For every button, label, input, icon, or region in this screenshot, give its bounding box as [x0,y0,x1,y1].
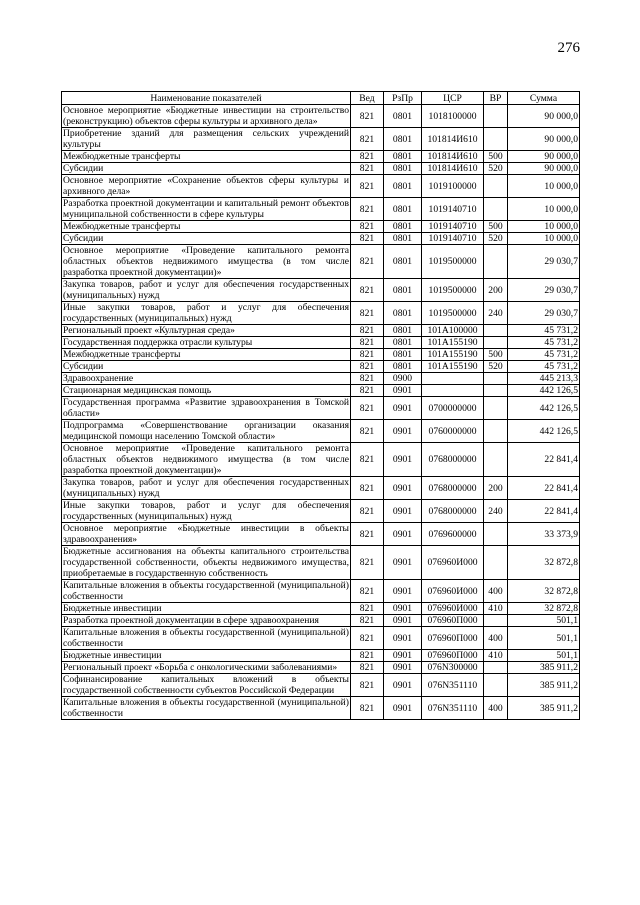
cell-csr [422,373,484,385]
cell-ved: 821 [351,697,384,720]
cell-csr: 076N351110 [422,697,484,720]
table-row [62,662,580,674]
cell-csr: 0768000000 [422,477,484,500]
cell-ved: 821 [351,151,384,163]
cell-vr: 520 [484,361,508,373]
cell-sum: 10 000,0 [508,198,580,221]
cell-rzpr: 0901 [384,603,422,615]
cell-rzpr: 0901 [384,385,422,397]
cell-vr [484,523,508,546]
cell-rzpr: 0901 [384,697,422,720]
cell-sum: 442 126,5 [508,397,580,420]
cell-vr [484,662,508,674]
table-row [62,580,580,603]
cell-sum: 33 373,9 [508,523,580,546]
cell-name: Закупка товаров, работ и услуг для обеспечения государственных (муниципальных) нужд [63,279,349,301]
cell-rzpr: 0901 [384,443,422,477]
table-row [62,151,580,163]
table-body [62,105,580,720]
cell-csr: 0769600000 [422,523,484,546]
cell-csr: 076N300000 [422,662,484,674]
cell-sum: 22 841,4 [508,500,580,523]
cell-vr: 520 [484,163,508,175]
cell-rzpr: 0801 [384,337,422,349]
cell-name: Региональный проект «Борьба с онкологическими заболеваниями» [62,662,351,674]
cell-rzpr: 0801 [384,128,422,151]
cell-csr: 076N351110 [422,674,484,697]
cell-vr [484,546,508,580]
cell-vr: 520 [484,233,508,245]
cell-ved: 821 [351,337,384,349]
cell-ved: 821 [351,325,384,337]
header-ved: Вед [351,92,384,105]
cell-ved: 821 [351,477,384,500]
cell-csr: 101814И610 [422,163,484,175]
cell-name: Бюджетные ассигнования на объекты капитального строительства государственной собственности, объекты недвижимого имущества, приобретаемые в государственную собственность [63,546,349,579]
cell-name: Софинансирование капитальных вложений в объекты государственной собственности субъектов Российской Федерации [63,674,349,696]
cell-csr: 1018100000 [422,105,484,128]
header-name: Наименование показателей [62,92,351,105]
cell-sum: 90 000,0 [508,128,580,151]
cell-name: Разработка проектной документации в сфере здравоохранения [62,615,351,627]
cell-csr: 101814И610 [422,128,484,151]
table-header-row [62,92,580,105]
table-row [62,546,580,580]
cell-vr [484,337,508,349]
cell-csr: 101A100000 [422,325,484,337]
table-row [62,385,580,397]
cell-ved: 821 [351,523,384,546]
cell-sum: 501,1 [508,627,580,650]
cell-rzpr: 0901 [384,580,422,603]
cell-ved: 821 [351,603,384,615]
cell-sum: 45 731,2 [508,361,580,373]
cell-name: Основное мероприятие «Сохранение объектов сферы культуры и архивного дела» [63,175,349,197]
cell-csr: 076960П000 [422,627,484,650]
table-row [62,615,580,627]
cell-name: Иные закупки товаров, работ и услуг для обеспечения государственных (муниципальных) нужд [63,500,349,522]
cell-sum: 90 000,0 [508,105,580,128]
table-row [62,279,580,302]
page-number: 276 [557,40,580,56]
cell-rzpr: 0801 [384,279,422,302]
cell-vr [484,397,508,420]
cell-rzpr: 0901 [384,662,422,674]
cell-ved: 821 [351,279,384,302]
cell-vr [484,420,508,443]
cell-sum: 32 872,8 [508,603,580,615]
cell-vr: 400 [484,697,508,720]
cell-vr: 240 [484,500,508,523]
cell-csr: 1019500000 [422,302,484,325]
cell-ved: 821 [351,580,384,603]
cell-csr: 076960И000 [422,546,484,580]
cell-csr: 0760000000 [422,420,484,443]
cell-rzpr: 0901 [384,500,422,523]
cell-sum: 10 000,0 [508,221,580,233]
cell-ved: 821 [351,420,384,443]
cell-sum: 385 911,2 [508,697,580,720]
cell-rzpr: 0900 [384,373,422,385]
cell-ved: 821 [351,627,384,650]
header-sum: Сумма [508,92,580,105]
cell-name: Основное мероприятие «Проведение капитального ремонта областных объектов недвижимого имущества (в том числе разработка проектной документации)» [63,443,349,476]
table-row [62,627,580,650]
cell-vr [484,325,508,337]
cell-ved: 821 [351,500,384,523]
cell-ved: 821 [351,245,384,279]
cell-csr: 1019140710 [422,233,484,245]
cell-name: Основное мероприятие «Бюджетные инвестиции в объекты здравоохранения» [63,523,349,545]
cell-rzpr: 0901 [384,397,422,420]
cell-name: Разработка проектной документации и капитальный ремонт объектов муниципальной собственности в сфере культуры [63,198,349,220]
table-row [62,397,580,420]
cell-name: Бюджетные инвестиции [62,603,351,615]
cell-rzpr: 0901 [384,650,422,662]
cell-sum: 501,1 [508,650,580,662]
cell-ved: 821 [351,163,384,175]
cell-vr [484,128,508,151]
cell-ved: 821 [351,443,384,477]
cell-name: Основное мероприятие «Проведение капитального ремонта областных объектов недвижимого имущества (в том числе разработка проектной документации)» [63,245,349,278]
table-row [62,175,580,198]
header-rzpr: РзПр [384,92,422,105]
cell-rzpr: 0801 [384,175,422,198]
cell-sum: 22 841,4 [508,443,580,477]
cell-rzpr: 0901 [384,477,422,500]
cell-name: Капитальные вложения в объекты государственной (муниципальной) собственности [63,627,349,649]
cell-name: Субсидии [62,361,351,373]
cell-name: Субсидии [62,233,351,245]
cell-csr: 0700000000 [422,397,484,420]
cell-sum: 385 911,2 [508,662,580,674]
cell-rzpr: 0801 [384,198,422,221]
cell-vr [484,674,508,697]
cell-csr [422,385,484,397]
header-csr: ЦСР [422,92,484,105]
cell-name: Межбюджетные трансферты [62,221,351,233]
cell-csr: 0768000000 [422,443,484,477]
cell-sum: 90 000,0 [508,151,580,163]
cell-ved: 821 [351,361,384,373]
cell-name: Субсидии [62,163,351,175]
cell-vr: 410 [484,603,508,615]
cell-vr: 500 [484,151,508,163]
table-row [62,245,580,279]
table-row [62,337,580,349]
cell-vr: 500 [484,349,508,361]
table-row [62,325,580,337]
cell-vr: 410 [484,650,508,662]
cell-rzpr: 0801 [384,233,422,245]
cell-name: Стационарная медицинская помощь [62,385,351,397]
cell-sum: 32 872,8 [508,546,580,580]
cell-csr: 076960П000 [422,650,484,662]
table-row [62,128,580,151]
cell-sum: 501,1 [508,615,580,627]
table-row [62,477,580,500]
cell-vr [484,105,508,128]
cell-vr [484,443,508,477]
cell-name: Основное мероприятие «Бюджетные инвестиции на строительство (реконструкцию) объектов сферы культуры и архивного дела» [63,105,349,127]
cell-sum: 10 000,0 [508,175,580,198]
cell-rzpr: 0801 [384,221,422,233]
cell-name: Подпрограмма «Совершенствование организации оказания медицинской помощи населению Томской области» [63,420,349,442]
cell-vr: 200 [484,477,508,500]
cell-name: Здравоохранение [62,373,351,385]
table-row [62,163,580,175]
cell-rzpr: 0901 [384,615,422,627]
cell-sum: 442 126,5 [508,385,580,397]
cell-rzpr: 0801 [384,105,422,128]
cell-rzpr: 0901 [384,523,422,546]
cell-ved: 821 [351,397,384,420]
table-row [62,674,580,697]
cell-csr: 1019500000 [422,279,484,302]
cell-name: Государственная поддержка отрасли культуры [62,337,351,349]
cell-ved: 821 [351,175,384,198]
cell-sum: 10 000,0 [508,233,580,245]
cell-sum: 385 911,2 [508,674,580,697]
cell-rzpr: 0901 [384,420,422,443]
table-row [62,650,580,662]
cell-sum: 442 126,5 [508,420,580,443]
header-vr: ВР [484,92,508,105]
cell-ved: 821 [351,221,384,233]
cell-csr: 076960И000 [422,603,484,615]
cell-ved: 821 [351,662,384,674]
cell-sum: 45 731,2 [508,337,580,349]
table-row [62,105,580,128]
cell-name: Иные закупки товаров, работ и услуг для обеспечения государственных (муниципальных) нужд [63,302,349,324]
cell-vr: 200 [484,279,508,302]
cell-name: Приобретение зданий для размещения сельских учреждений культуры [63,128,349,150]
table-row [62,523,580,546]
cell-rzpr: 0901 [384,546,422,580]
cell-csr: 1019500000 [422,245,484,279]
table-row [62,373,580,385]
cell-csr: 101A155190 [422,349,484,361]
cell-sum: 29 030,7 [508,302,580,325]
cell-sum: 29 030,7 [508,245,580,279]
cell-rzpr: 0801 [384,349,422,361]
cell-sum: 32 872,8 [508,580,580,603]
cell-rzpr: 0801 [384,151,422,163]
cell-rzpr: 0801 [384,361,422,373]
cell-vr [484,175,508,198]
cell-rzpr: 0901 [384,627,422,650]
table-row [62,349,580,361]
cell-csr: 101814И610 [422,151,484,163]
cell-ved: 821 [351,128,384,151]
cell-csr: 101A155190 [422,337,484,349]
table-row [62,420,580,443]
table-row [62,697,580,720]
cell-name: Межбюджетные трансферты [62,349,351,361]
cell-rzpr: 0901 [384,674,422,697]
cell-sum: 445 213,3 [508,373,580,385]
cell-ved: 821 [351,373,384,385]
cell-rzpr: 0801 [384,325,422,337]
cell-name: Закупка товаров, работ и услуг для обеспечения государственных (муниципальных) нужд [63,477,349,499]
cell-name: Межбюджетные трансферты [62,151,351,163]
table-row [62,233,580,245]
table-row [62,198,580,221]
cell-name: Бюджетные инвестиции [62,650,351,662]
cell-ved: 821 [351,233,384,245]
cell-sum: 45 731,2 [508,325,580,337]
cell-csr: 0768000000 [422,500,484,523]
table-row [62,361,580,373]
cell-ved: 821 [351,105,384,128]
cell-sum: 29 030,7 [508,279,580,302]
cell-vr [484,373,508,385]
cell-ved: 821 [351,349,384,361]
table-row [62,603,580,615]
cell-rzpr: 0801 [384,245,422,279]
cell-vr [484,615,508,627]
cell-csr: 076960П000 [422,615,484,627]
cell-csr: 1019140710 [422,198,484,221]
cell-vr: 400 [484,580,508,603]
cell-rzpr: 0801 [384,163,422,175]
cell-ved: 821 [351,674,384,697]
cell-name: Капитальные вложения в объекты государственной (муниципальной) собственности [63,697,349,719]
cell-sum: 90 000,0 [508,163,580,175]
cell-csr: 1019100000 [422,175,484,198]
cell-ved: 821 [351,615,384,627]
cell-vr: 240 [484,302,508,325]
cell-csr: 101A155190 [422,361,484,373]
cell-csr: 076960И000 [422,580,484,603]
cell-vr [484,245,508,279]
table-row [62,443,580,477]
cell-name: Региональный проект «Культурная среда» [62,325,351,337]
table-row [62,500,580,523]
cell-sum: 45 731,2 [508,349,580,361]
cell-rzpr: 0801 [384,302,422,325]
table-row [62,221,580,233]
cell-ved: 821 [351,302,384,325]
cell-ved: 821 [351,546,384,580]
cell-vr [484,385,508,397]
budget-table [61,91,580,720]
cell-csr: 1019140710 [422,221,484,233]
cell-ved: 821 [351,198,384,221]
cell-ved: 821 [351,385,384,397]
cell-ved: 821 [351,650,384,662]
cell-sum: 22 841,4 [508,477,580,500]
table-row [62,302,580,325]
cell-name: Государственная программа «Развитие здравоохранения в Томской области» [63,397,349,419]
cell-name: Капитальные вложения в объекты государственной (муниципальной) собственности [63,580,349,602]
cell-vr: 400 [484,627,508,650]
cell-vr: 500 [484,221,508,233]
cell-vr [484,198,508,221]
